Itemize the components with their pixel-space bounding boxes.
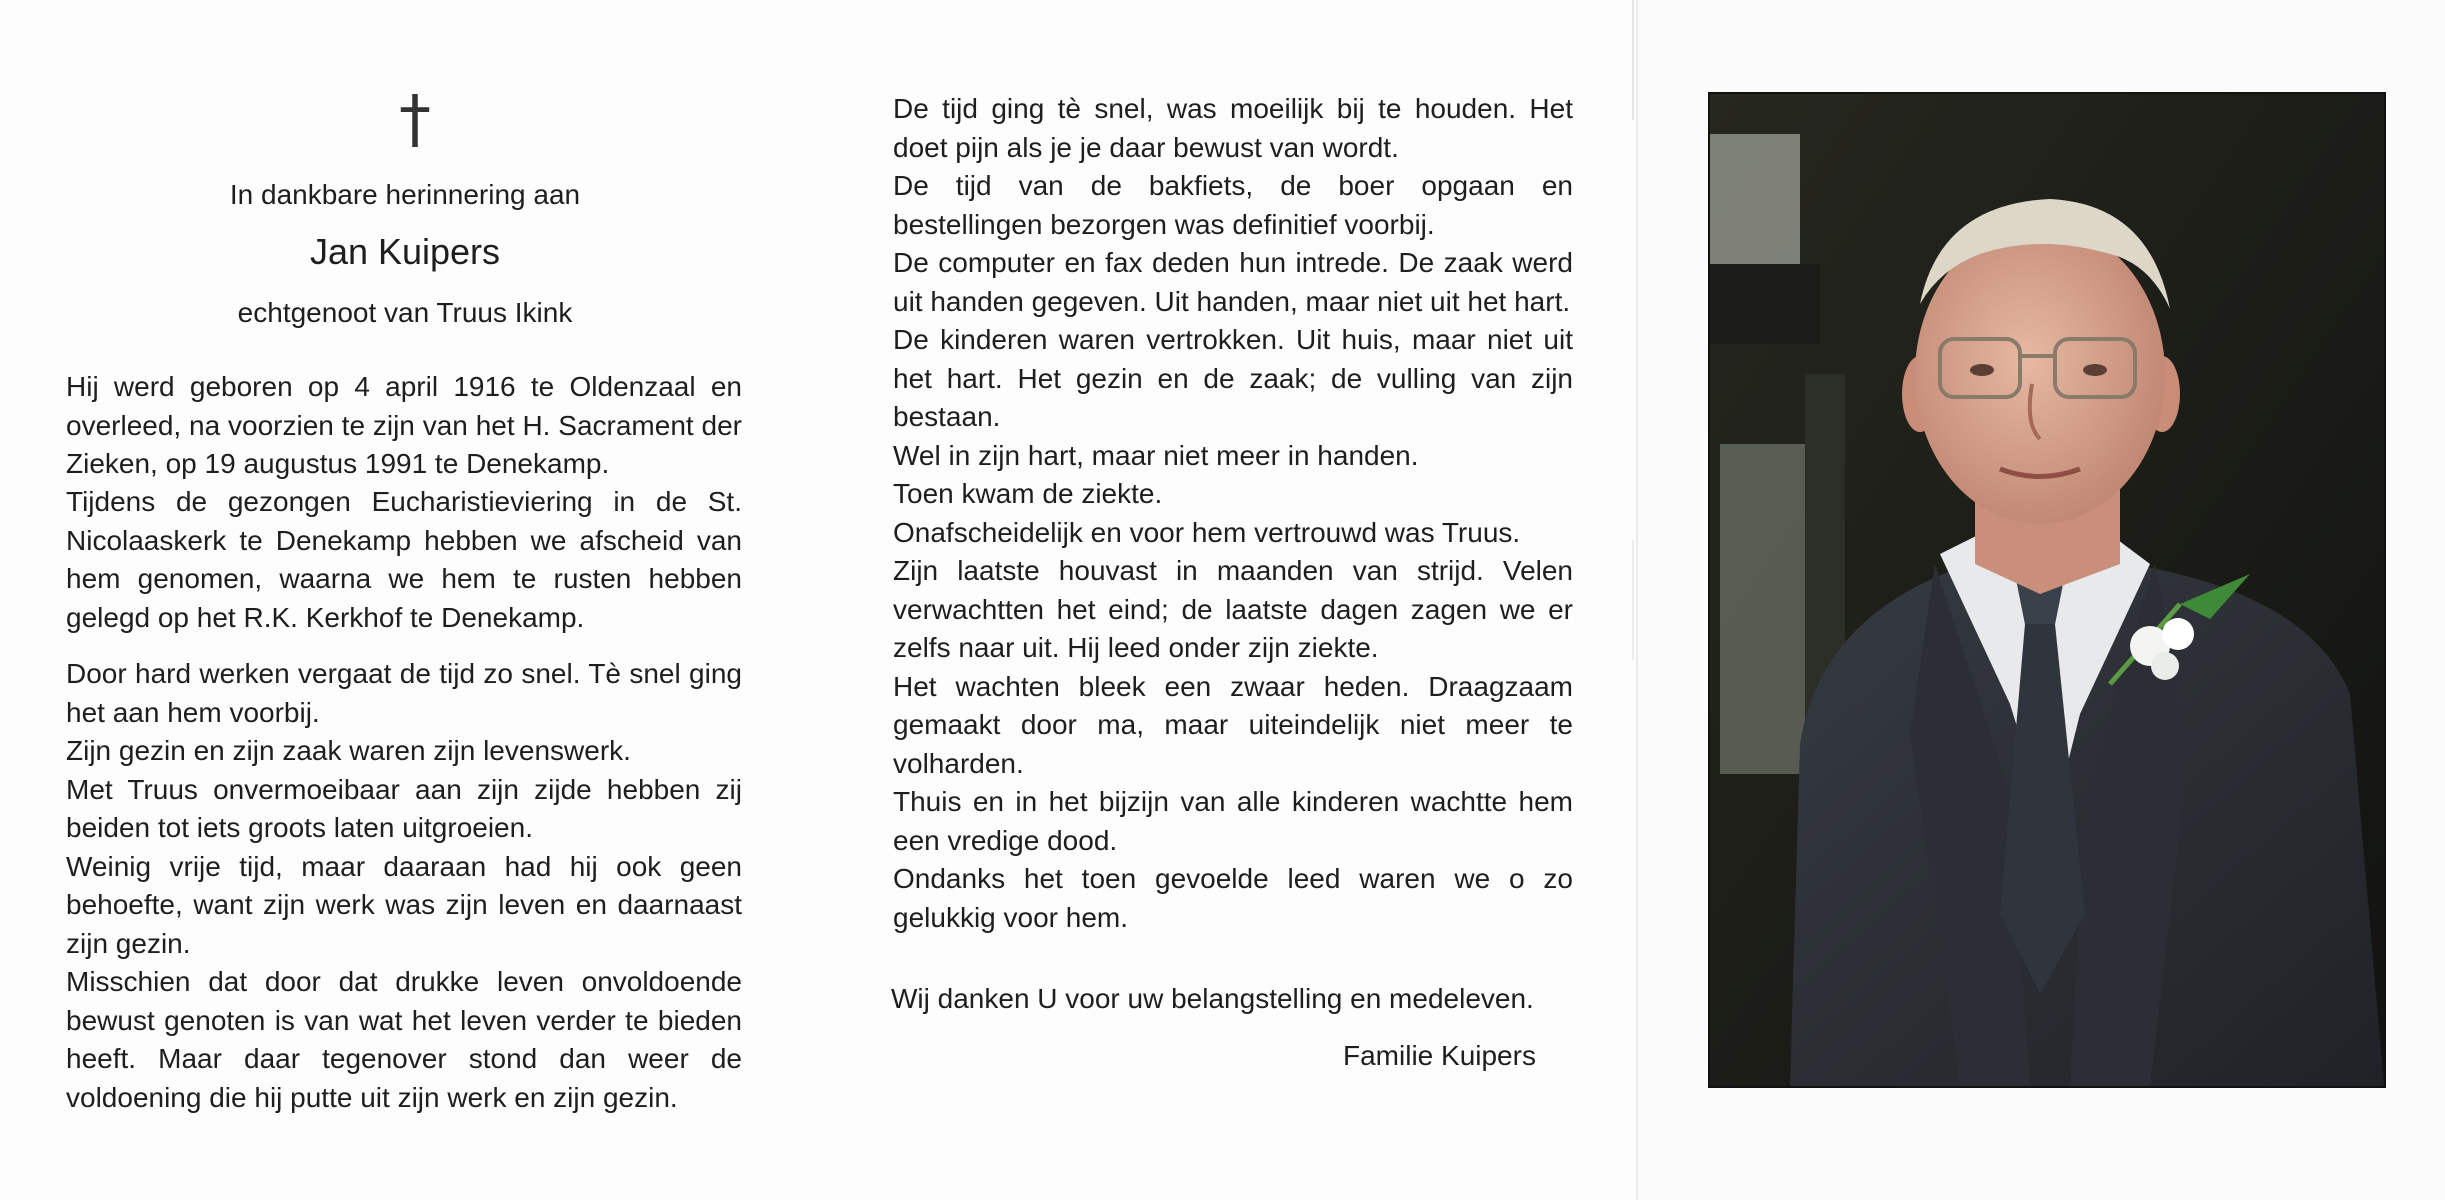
life-paragraph: Door hard werken vergaat de tijd zo snel. Tè snel ging het aan hem voorbij. Zijn gezin en zijn zaak waren zijn levenswerk. Met Truus onvermoeibaar aan zijn zijde hebben zij beiden tot iets groots laten uitgroeien. Weinig vrije tijd, maar daaraan had hij ook geen behoefte, want zijn werk was zijn leven en daarnaast zijn gezin. Misschien dat door dat drukke leven onvoldoende bewust genoten is van wat het leven verder te bieden heeft. Maar daar tegenover stond dan weer de voldoening die hij putte uit zijn werk en zijn gezin. <box>66 658 742 1113</box>
portrait-photo <box>1708 92 2386 1088</box>
funeral-paragraph: Tijdens de gezongen Eucharistieviering in de St. Nicolaaskerk te Denekamp hebben we afscheid van hem genomen, waarna we hem te rusten hebben gelegd op het R.K. Kerkhof te Denekamp. <box>66 486 742 633</box>
birth-death-paragraph: Hij werd geboren op 4 april 1916 te Oldenzaal en overleed, na voorzien te zijn van het H. Sacrament der Zieken, op 19 augustus 1991 te Denekamp. <box>66 371 742 479</box>
cross-icon: † <box>399 83 431 157</box>
deceased-name: Jan Kuipers <box>309 231 501 272</box>
family-signoff: Familie Kuipers <box>1343 1040 1536 1071</box>
portrait-illustration <box>1710 94 2384 1086</box>
fold-line <box>1636 0 1638 1200</box>
spouse-line: echtgenoot van Truus Ikink <box>237 297 573 328</box>
dedication-line: In dankbare herinnering aan <box>229 179 581 210</box>
reflection-text: De tijd ging tè snel, was moeilijk bij te houden. Het doet pijn als je je daar bewust van wordt. De tijd van de bakfiets, de boer opgaan en bestellingen bezorgen was definitief voorbij. De computer en fax deden hun intrede. De zaak werd uit handen gegeven. Uit handen, maar niet uit het hart. De kinderen waren vertrokken. Uit huis, maar niet uit het hart. Het gezin en de zaak; de vulling van zijn bestaan. Wel in zijn hart, maar niet meer in handen. Toen kwam de ziekte. Onafscheidelijk en voor hem vertrouwd was Truus. Zijn laatste houvast in maanden van strijd. Velen verwachtten het eind; de laatste dagen zagen we er zelfs naar uit. Hij leed onder zijn ziekte. Het wachten bleek een zwaar heden. Draagzaam gemaakt door ma, maar uiteindelijk niet meer te volharden. Thuis en in het bijzijn van alle kinderen wachtte hem een vredige dood. Ondanks het toen gevoelde leed waren we o zo gelukkig voor hem. <box>893 93 1573 933</box>
thanks-line: Wij danken U voor uw belangstelling en medeleven. <box>891 983 1534 1014</box>
fold-line <box>1632 0 1634 1200</box>
